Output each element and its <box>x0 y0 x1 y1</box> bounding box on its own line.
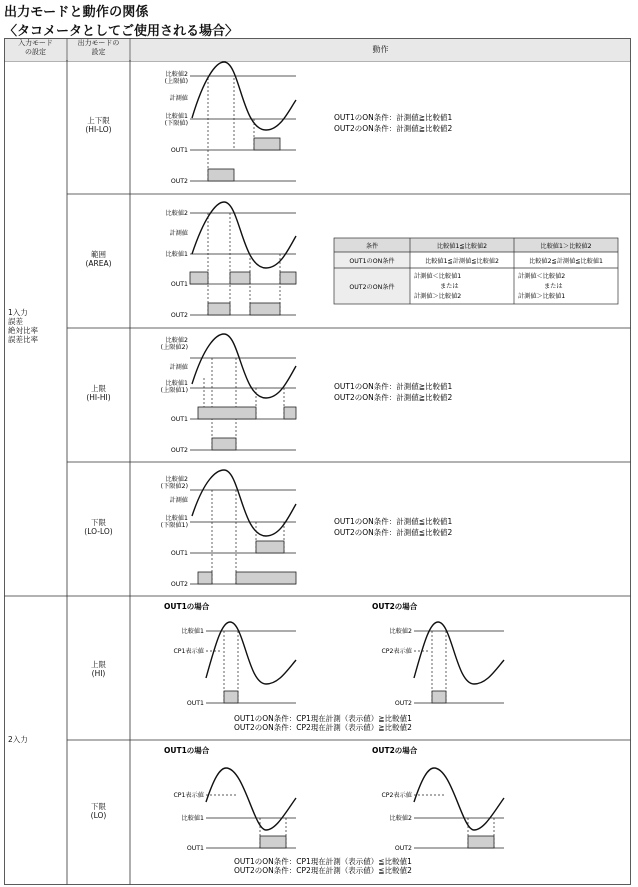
label-out2: OUT2 <box>170 312 188 319</box>
label-cmp2: 比較値2 <box>389 815 412 822</box>
condition-1: OUT1のON条件：計測値≧比較値1 <box>334 113 453 122</box>
label-cmp1-sub: (上限値1) <box>160 387 188 394</box>
label-out2: OUT2 <box>394 700 412 707</box>
cond-header-1: 比較値1≦比較値2 <box>436 243 488 250</box>
condition-2: OUT2のON条件：計測値≧比較値2 <box>334 124 453 133</box>
condition-2: OUT2のON条件：計測値≦比較値2 <box>334 528 453 537</box>
cond-row2-a-0: 計測値＜比較値1 <box>414 273 462 280</box>
mode-hi: 上限 (HI) <box>91 660 106 678</box>
label-cp1-disp: CP1表示値 <box>173 792 204 799</box>
label-cp2-disp: CP2表示値 <box>381 648 412 655</box>
label-meas: 計測値 <box>169 497 188 504</box>
label-cmp1-sub: (下限値) <box>164 120 188 127</box>
mode-hi-hi: 上限 (HI-HI) <box>86 384 111 402</box>
diagram-hi <box>164 601 504 732</box>
cond-row1-label: OUT1のON条件 <box>349 258 395 265</box>
label-cmp1-sub: (下限値1) <box>160 522 188 529</box>
label-cmp2: 比較値2 <box>165 337 188 344</box>
label-meas: 計測値 <box>169 364 188 371</box>
mode-lo-lo: 下限 (LO-LO) <box>84 518 113 536</box>
heading-out1: OUT1の場合 <box>164 602 210 611</box>
label-cmp1: 比較値1 <box>181 628 204 635</box>
condition-1: OUT1のON条件：計測値≧比較値1 <box>334 382 453 391</box>
label-cmp1: 比較値1 <box>165 515 188 522</box>
label-cmp2: 比較値2 <box>165 476 188 483</box>
heading-out2: OUT2の場合 <box>372 746 418 755</box>
heading-out1: OUT1の場合 <box>164 746 210 755</box>
condition-1: OUT1のON条件：CP1現在計測（表示値）≧比較値1 <box>234 714 412 723</box>
diagram-hi-lo <box>165 62 453 185</box>
cond-row2-b-0: 計測値＜比較値2 <box>518 273 566 280</box>
label-cmp2: 比較値2 <box>165 71 188 78</box>
label-cp1-disp: CP1表示値 <box>173 648 204 655</box>
cond-row2-b-1: または <box>544 283 563 290</box>
label-out2: OUT2 <box>170 447 188 454</box>
input-mode-two: 2入力 <box>8 735 28 744</box>
mode-table <box>4 38 631 885</box>
timing-diagrams <box>130 38 630 884</box>
mode-area: 範囲 (AREA) <box>85 250 112 268</box>
header-operation: 動作 <box>131 39 630 61</box>
label-meas: 計測値 <box>169 230 188 237</box>
area-condition-table <box>334 238 618 304</box>
label-cmp2: 比較値2 <box>165 210 188 217</box>
label-out2: OUT2 <box>170 178 188 185</box>
label-cmp1: 比較値1 <box>165 113 188 120</box>
cond-row2-a-2: 計測値＞比較値2 <box>414 293 462 300</box>
cond-header-2: 比較値1＞比較値2 <box>540 243 592 250</box>
label-cmp2-sub: (下限値2) <box>160 483 188 490</box>
diagram-hi-hi <box>161 334 453 454</box>
label-cmp2: 比較値2 <box>389 628 412 635</box>
cond-row2-label: OUT2のON条件 <box>349 284 395 291</box>
label-out1: OUT1 <box>186 700 204 707</box>
diagram-area <box>166 202 619 319</box>
label-cmp1: 比較値1 <box>165 251 188 258</box>
label-out2: OUT2 <box>170 581 188 588</box>
diagram-lo-lo <box>161 470 453 588</box>
cond-row1-a: 比較値1≦計測値≦比較値2 <box>425 258 499 265</box>
cond-row2-b-2: 計測値＞比較値1 <box>518 293 566 300</box>
heading-out2: OUT2の場合 <box>372 602 418 611</box>
cond-row2-a-1: または <box>440 283 459 290</box>
page-subtitle: 〈タコメータとしてご使用される場合〉 <box>4 24 239 39</box>
label-out1: OUT1 <box>186 845 204 852</box>
label-cp2-disp: CP2表示値 <box>381 792 412 799</box>
label-meas: 計測値 <box>169 95 188 102</box>
condition-1: OUT1のON条件：CP1現在計測（表示値）≦比較値1 <box>234 857 412 866</box>
mode-hi-lo: 上下限 (HI-LO) <box>85 116 112 134</box>
page-title: 出力モードと動作の関係 <box>4 5 149 20</box>
condition-1: OUT1のON条件：計測値≦比較値1 <box>334 517 453 526</box>
label-cmp1: 比較値1 <box>181 815 204 822</box>
diagram-lo <box>164 745 504 875</box>
label-out2: OUT2 <box>394 845 412 852</box>
label-out1: OUT1 <box>170 281 188 288</box>
label-cmp1: 比較値1 <box>165 380 188 387</box>
cond-row1-b: 比較値2≦計測値≦比較値1 <box>529 258 603 265</box>
cond-header-0: 条件 <box>365 243 379 250</box>
header-output-mode: 出力モードの 設定 <box>68 39 129 61</box>
label-out1: OUT1 <box>170 550 188 557</box>
condition-2: OUT2のON条件：CP2現在計測（表示値）≧比較値2 <box>234 723 412 732</box>
mode-lo: 下限 (LO) <box>90 802 107 820</box>
label-cmp2-sub: (上限値) <box>164 78 188 85</box>
label-out1: OUT1 <box>170 147 188 154</box>
label-cmp2-sub: (上限値2) <box>160 344 188 351</box>
condition-2: OUT2のON条件：計測値≧比較値2 <box>334 393 453 402</box>
condition-2: OUT2のON条件：CP2現在計測（表示値）≦比較値2 <box>234 866 412 875</box>
label-out1: OUT1 <box>170 416 188 423</box>
header-input-mode: 入力モード の設定 <box>5 39 66 61</box>
input-mode-one: 1入力 誤差 絶対比率 誤差比率 <box>8 308 38 344</box>
